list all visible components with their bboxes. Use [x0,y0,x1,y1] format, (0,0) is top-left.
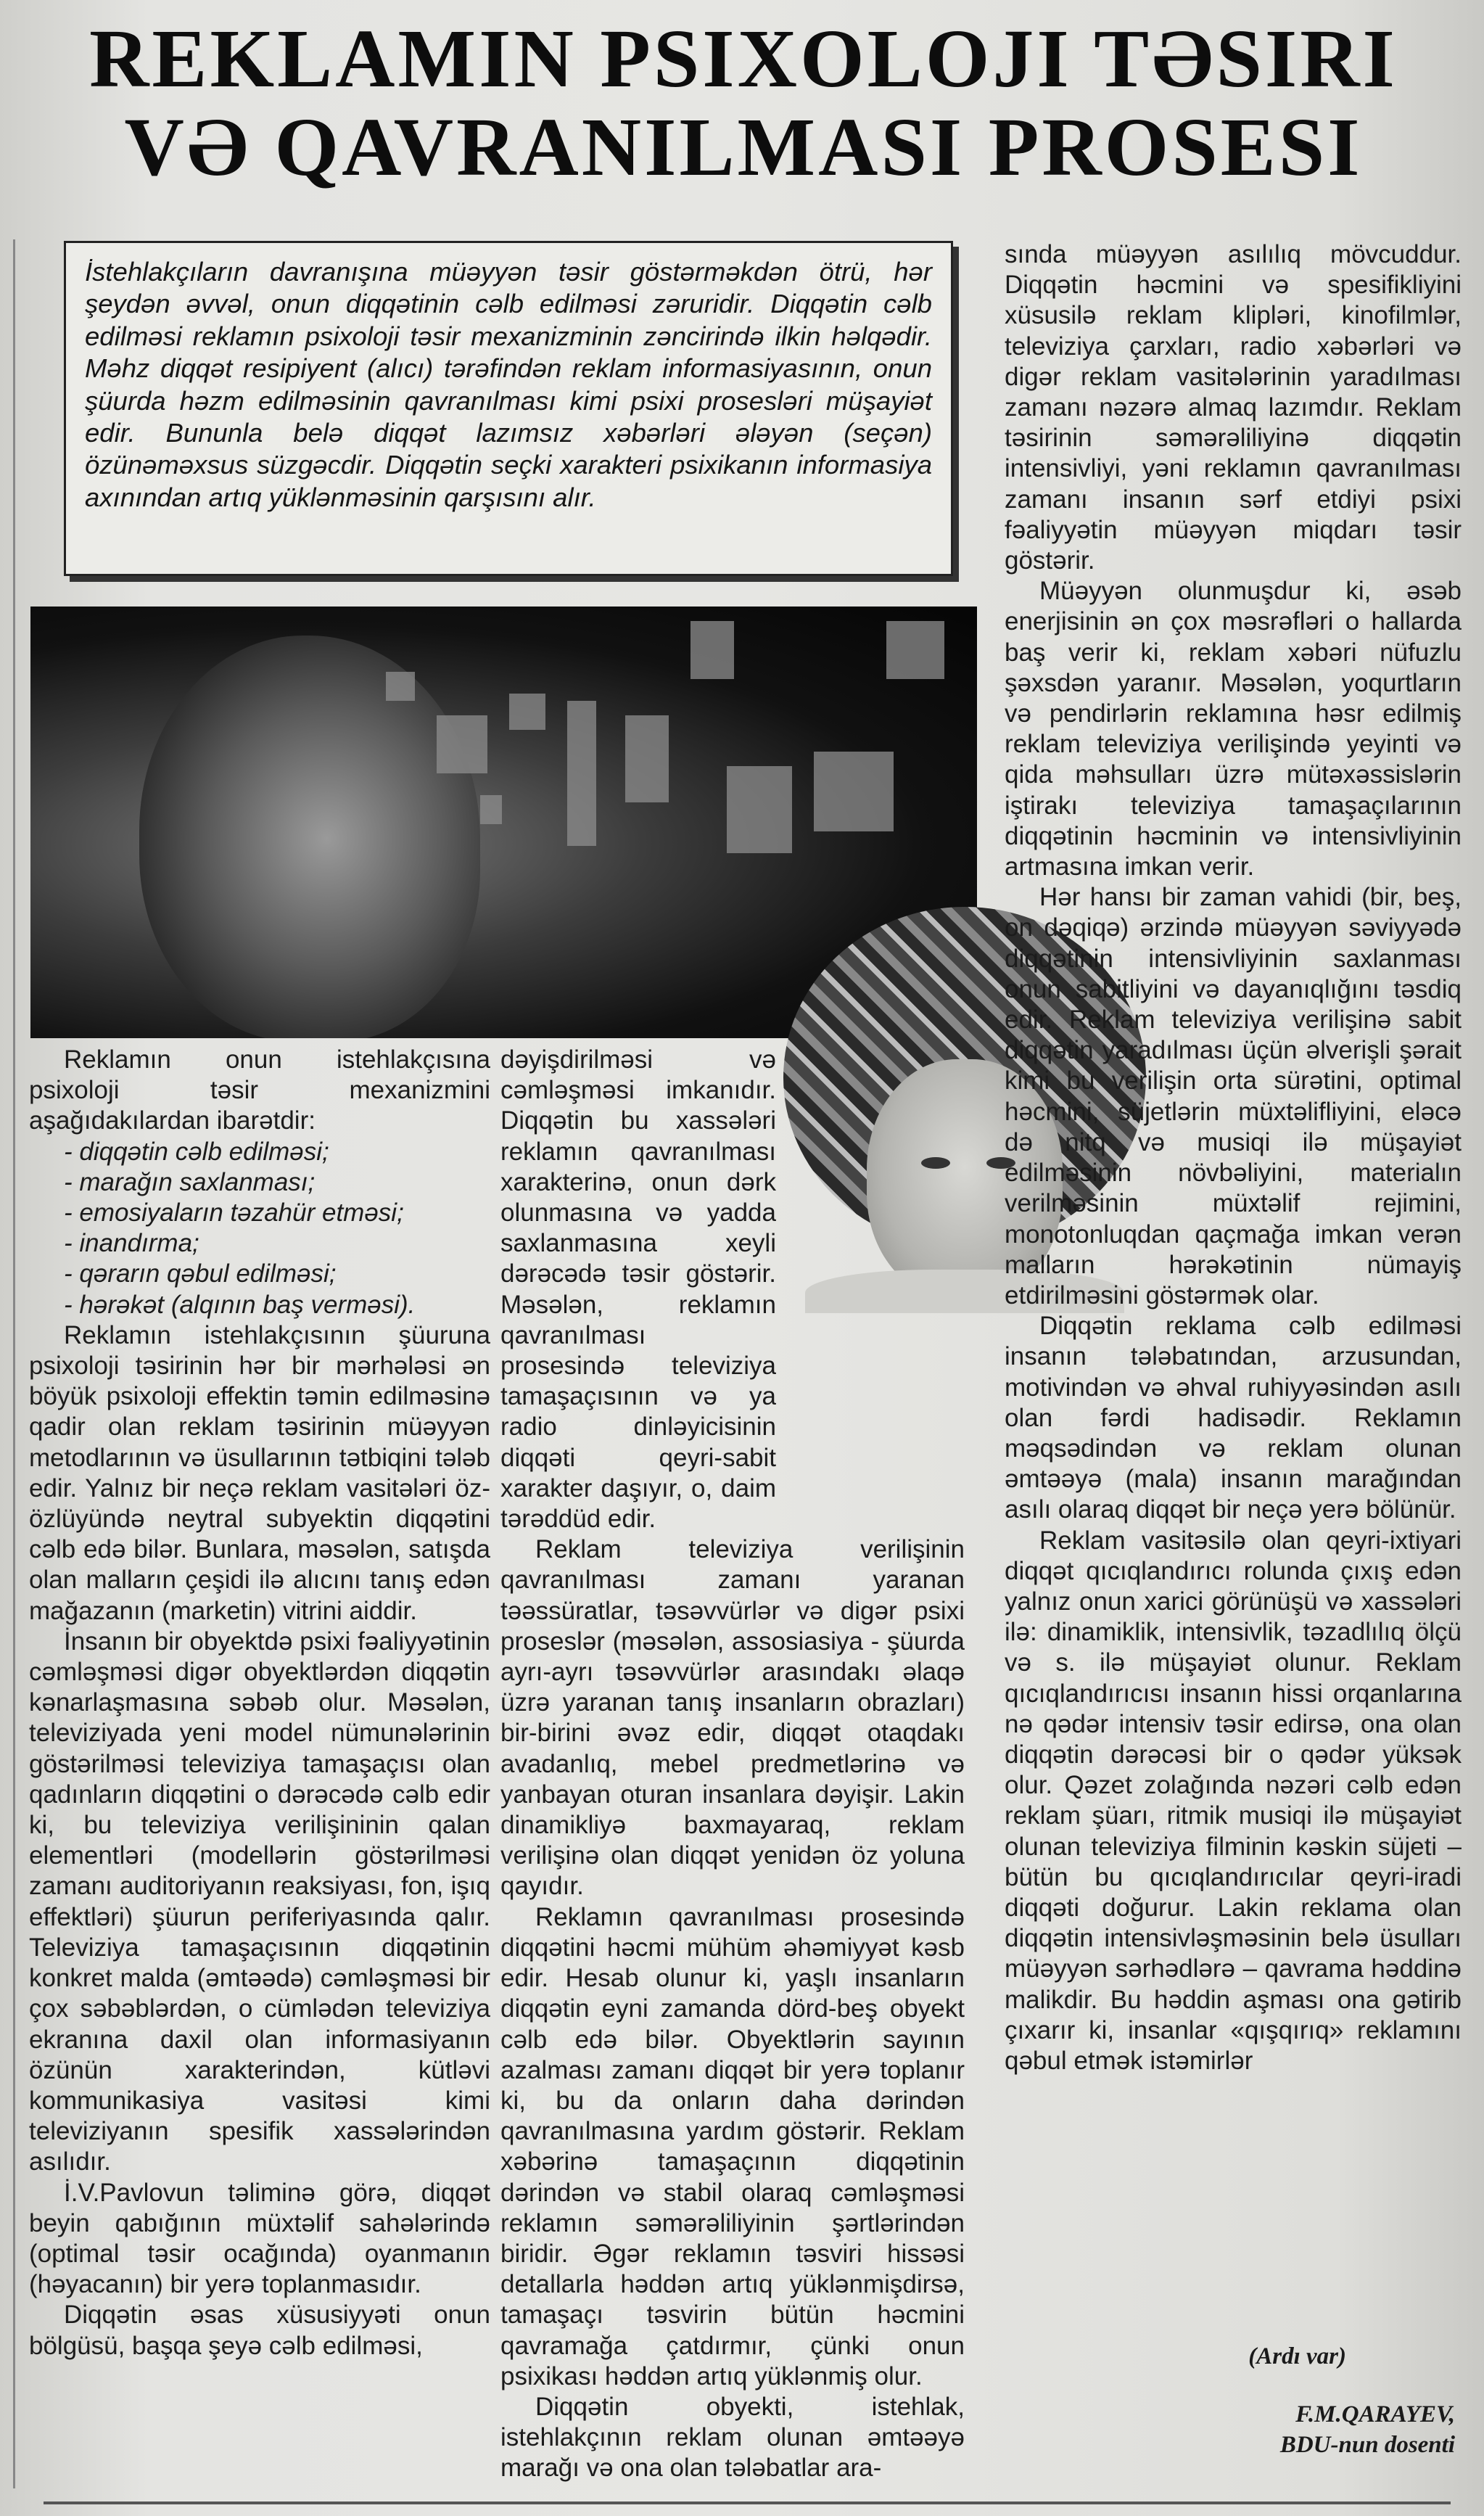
paragraph: Diqqətin obyekti, istehlak, istehlakçının reklam olunan əmtəəyə marağı və ona olan tələbatlar ara- [500,2392,965,2483]
column-2 [500,1045,965,2483]
paragraph: dəyişdirilməsi və cəmləşməsi imkanıdır. Diqqətin bu xassələri reklamın qavranılması xarakterinə, onun dərk olunmasına və yadda saxlanmasına xeyli dərəcədə təsir göstərir. Məsələn, reklamın qavranılması prosesində televiziya tamaşaçısının və ya radio dinləyicisinin diqqəti qeyri-sabit xarakter daşıyır, o, daim tərəddüd edir. [500,1045,776,1534]
list-item: - diqqətin cəlb edilməsi; [64,1137,490,1167]
column-3 [1005,239,1462,2459]
paragraph: Reklam televiziya verilişinin qavranılması zamanı yaranan təəssüratlar, təsəvvürlər və digər psixi proseslər (məsələn, assosiasiya - şüurda ayrı-ayrı təsəvvürlər arasındakı əlaqə üzrə yaranan tanış insanların obrazları) bir-birini əvəz edir, diqqət otaqdakı avadanlıq, mebel predmetlərinə və yanbayan oturan insanlara dəyişir. Lakin dinamikliyə baxmayaraq, reklam verilişinə olan diqqət yenidən öz yoluna qayıdır. [500,1535,965,1901]
paragraph: sında müəyyən asılılıq mövcuddur. Diqqətin həcmini və spesifikliyini xüsusilə reklam klipləri, kinofilmlər, televiziya çarxları, radio xəbərləri və digər reklam vasitələrinin yaradılması zamanı nəzərə almaq lazımdır. Reklam təsirinin səmərəliliyinə diqqətin intensivliyi, yəni reklamın qavranılması zamanı insanın sərf etdiyi psixi fəaliyyətin müəyyən miqdarı təsir göstərir. [1005,240,1462,575]
paragraph: Müəyyən olunmuşdur ki, əsəb enerjisinin ən çox məsrəfləri o hallarda baş verir ki, reklam xəbəri nüfuzlu şəxsdən yaranır. Məsələn, yoqurtların və pendirlərin reklamına həsr edilmiş reklam televiziya verilişində yeyinti və qida məhsulları üzrə mütəxəssislərin iştirakı televiziya tamaşaçılarının diqqətinin həcminin və intensivliyinin artmasına imkan verir. [1005,577,1462,881]
author-title: BDU-nun dosenti [1279,2432,1455,2458]
bottom-rule [44,2501,1451,2504]
paragraph: İnsanın bir obyektdə psixi fəaliyyətinin cəmləşməsi digər obyektlərdən diqqətin kənarlaşmasına səbəb olur. Məsələn, televiziyada yeni model nümunələrinin göstərilməsi televiziya tamaşaçısı olan qadınların diqqətini o dərəcədə cəlb edir ki, bu televiziya verilişininin qalan elementləri (modellərin göstərilməsi zamanı auditoriyanın reaksiyası, fon, işıq effektləri) şüurun periferiyasında qalır. Televiziya tamaşaçısının diqqətinin konkret malda (əmtəədə) cəmləşməsi bir çox səbəblərdən, o cümlədən televiziya ekranına daxil olan informasiyanın özünün xarakterindən, kütləvi kommunikasiya vasitəsi kimi televiziyanın spesifik xassələrindən asılıdır. [29,1627,490,2176]
paragraph: Reklam vasitəsilə olan qeyri-ixtiyari diqqət qıcıqlandırıcı rolunda çıxış edən yalnız onun xarici görünüşü və xassələri ilə: dinamiklik, intensivlik, təzadlılıq ölçü və s. ilə müşayiət olunur. Reklam qıcıqlandırıcısı insanın hissi orqanlarına nə qədər intensiv təsir edirsə, ona olan diqqətin dərəcəsi bir o qədər yüksək olur. Qəzet zolağında nəzəri cəlb edən reklam şüarı, ritmik musiqi ilə müşayiət olunan televiziya filminin kəskin süjeti – bütün bu qıcıqlandırıcılar qeyri-iradi diqqəti doğurur. Lakin reklama olan diqqətin intensivləşməsinin belə üsulları müəyyən sərhədlərə – qavrama həddinə malikdir. Bu həddin aşması ona gətirib çıxarır ki, insanlar «qışqırıq» reklamını qəbul etmək istəmirlər [1005,1526,1462,2075]
head-silhouette [139,636,480,1038]
column-1 [29,1045,490,2452]
headline-line-2: VƏ QAVRANILMASI PROSESI [124,101,1363,193]
list-item: - hərəkət (alqının baş verməsi). [64,1290,490,1320]
paragraph: Reklamın qavranılması prosesində diqqətini həcmi mühüm əhəmiyyət kəsb edir. Hesab olunur ki, yaşlı insanların diqqətin eyni zamanda dörd-beş obyekt cəlb edə bilər. Obyektlərin sayının azalması zamanı diqqət bir yerə toplanır ki, bu da onların daha dərindən qavranılmasına yardım göstərir. Reklam xəbərinə tamaşaçının diqqətinin dərindən və stabil olaraq cəmləşməsi reklamın səmərəliliyinin şərtlərindən biridir. Əgər reklamın təsviri hissəsi detallarla həddən artıq yüklənmişdirsə, tamaşaçı təsvirin bütün həcmini qavramağa çatdırmır, çünki onun psixikası həddən artıq yüklənmiş olur. [500,1902,965,2390]
list-item: - inandırma; [64,1228,490,1259]
continued-note: (Ardı var) [1248,2343,1346,2369]
mechanism-list [29,1137,490,1320]
paragraph: İ.V.Pavlovun təliminə görə, diqqət beyin qabığının müxtəlif sahələrində (optimal təsir ocağında) oyanmanın (həyacanın) bir yerə toplanmasıdır. [29,2178,490,2299]
paragraph: Reklamın onun istehlakçısına psixoloji təsir mexanizmini aşağıdakılardan ibarətdir: [29,1045,490,1135]
headline-line-1: REKLAMIN PSIXOLOJI TƏSIRI [89,12,1398,104]
list-item: - qərarın qəbul edilməsi; [64,1259,490,1289]
author-name: F.M.QARAYEV, [1295,2401,1455,2427]
paragraph: Diqqətin reklama cəlb edilməsi insanın tələbatından, arzusundan, motivindən və əhval ruhiyyəsindən asılı olan fərdi hadisədir. Reklamın məqsədindən və reklam olunan əmtəəyə (mala) insanın marağından asılı olaraq diqqət bir neçə yerə bölünür. [1005,1312,1462,1524]
article-headline [36,12,1451,193]
lead-box [64,241,953,576]
list-item: - marağın saxlanması; [64,1167,490,1198]
list-item: - emosiyaların təzahür etməsi; [64,1198,490,1228]
paragraph: Diqqətin əsas xüsusiyyəti onun bölgüsü, başqa şeyə cəlb edilməsi, [29,2301,490,2360]
paragraph: Hər hansı bir zaman vahidi (bir, beş, on dəqiqə) ərzində müəyyən səviyyədə diqqətinin intensivliyinin saxlanması onun sabitliyini və dayanıqlığını təsdiq edir. Reklam televiziya verilişinə sabit diqqətin yaradılması üçün əlverişli şərait kimi bu verilişin orta sürətini, optimal həcmini, süjetlərin müxtəlifliyini, eləcə də nitq və musiqi ilə müşayiət edilməsinin növbəliyini, materialın verilməsinin müxtəlif rejimini, monotonluqdan qaçmağa imkan verən malların hərəkətinin nümayiş etdirilməsini göstərmək olar. [1005,883,1462,1310]
paragraph: Reklamın istehlakçısının şüuruna psixoloji təsirinin hər bir mərhələsi ən böyük psixoloji effektin təmin edilməsinə qadir olan reklam təsirinin müəyyən metodlarının və üsullarının tətbiqini tələb edir. Yalnız bir neçə reklam vasitələri öz-özlüyündə neytral subyektin diqqətini cəlb edə bilər. Bunlara, məsələn, satışda olan malların çeşidi ilə alıcını tanış edən mağazanın (marketin) vitrini aiddir. [29,1320,490,1625]
column-rule [13,239,15,2488]
lead-text: İstehlakçıların davranışına müəyyən təsir göstərməkdən ötrü, hər şeydən əvvəl, onun diqqətinin cəlb edilməsi zəruridir. Diqqətin cəlb edilməsi reklamın psixoloji təsir mexanizminin zəncirində ilkin həlqədir. Məhz diqqət resipiyent (alıcı) tərəfindən reklam informasiyasının, onun şüurda həzm edilməsinin qavranılması kimi psixi prosesləri müşayiət edir. Bununla belə diqqət lazımsız xəbərləri ələyən (seçən) özünəməxsus süzgəcdir. Diqqətin seçki xarakteri psixikanın informasiya axınından artıq yüklənməsinin qarşısını alır. [85,257,932,512]
